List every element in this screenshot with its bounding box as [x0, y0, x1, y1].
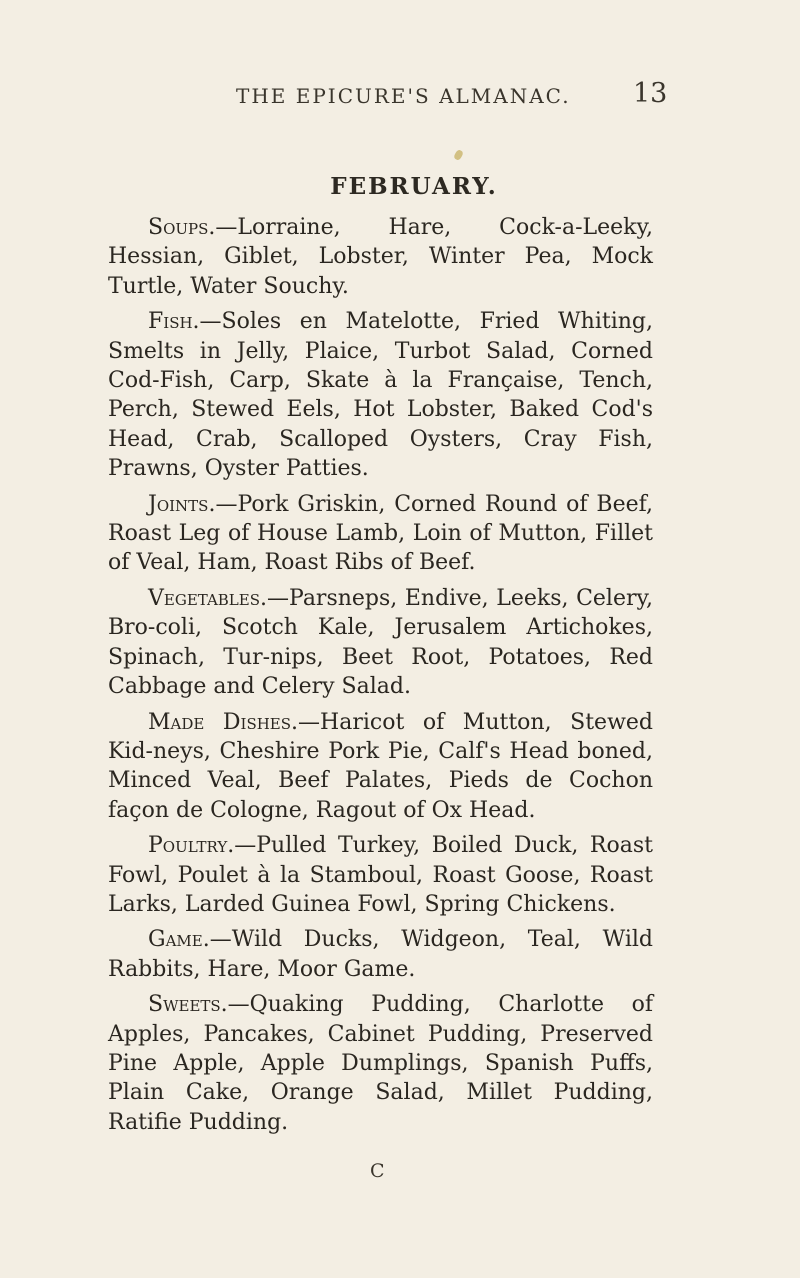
running-head: [0, 78, 800, 114]
section-vegetables: [108, 584, 653, 702]
category-items: —Lorraine, Hare, Cock-a-Leeky, Hessian, Giblet, Lobster, Winter Pea, Mock Turtle, Water Souchy.: [108, 215, 653, 299]
ink-speck: [453, 149, 464, 161]
section-fish: [108, 307, 653, 483]
category-items: —Pulled Turkey, Boiled Duck, Roast Fowl, Poulet à la Stamboul, Roast Goose, Roast Larks, Larded Guinea Fowl, Spring Chickens.: [108, 833, 653, 917]
category-items: —Wild Ducks, Widgeon, Teal, Wild Rabbits, Hare, Moor Game.: [108, 927, 653, 982]
category-label: Poultry.: [148, 833, 235, 859]
category-items: —Quaking Pudding, Charlotte of Apples, Pancakes, Cabinet Pudding, Preserved Pine Apple, Apple Dumplings, Spanish Puffs, Plain Cake, Orange Salad, Millet Pudding, Ratifie Pudding.: [108, 992, 653, 1135]
month-title: FEBRUARY.: [330, 173, 498, 200]
category-items: —Haricot of Mutton, Stewed Kid-neys, Cheshire Pork Pie, Calf's Head boned, Minced Veal, Beef Palates, Pieds de Cochon façon de Cologne, Ragout of Ox Head.: [108, 709, 653, 823]
category-label: Sweets.: [148, 992, 228, 1018]
signature-mark: C: [370, 1160, 385, 1182]
month-heading: [0, 173, 800, 200]
section-game: [108, 925, 653, 984]
section-soups: [108, 213, 653, 301]
category-items: —Soles en Matelotte, Fried Whiting, Smelts in Jelly, Plaice, Turbot Salad, Corned Cod-Fish, Carp, Skate à la Française, Tench, Perch, Stewed Eels, Hot Lobster, Baked Cod's Head, Crab, Scalloped Oysters, Cray Fish, Prawns, Oyster Patties.: [108, 309, 653, 482]
category-label: Joints.: [148, 491, 216, 517]
running-title: THE EPICURE'S ALMANAC.: [236, 84, 571, 108]
page-number: 13: [633, 78, 668, 109]
category-label: Vegetables.: [148, 585, 267, 611]
section-made-dishes: [108, 708, 653, 826]
category-label: Game.: [148, 927, 210, 953]
section-sweets: [108, 990, 653, 1137]
category-label: Soups.: [148, 215, 216, 240]
category-items: —Parsneps, Endive, Leeks, Celery, Bro-coli, Scotch Kale, Jerusalem Artichokes, Spinach, Tur-nips, Beet Root, Potatoes, Red Cabbage and Celery Salad.: [108, 585, 653, 700]
category-items: —Pork Griskin, Corned Round of Beef, Roast Leg of House Lamb, Loin of Mutton, Fillet of Veal, Ham, Roast Ribs of Beef.: [108, 491, 653, 576]
category-label: Made Dishes.: [148, 709, 299, 735]
section-poultry: [108, 831, 653, 919]
section-joints: [108, 490, 653, 578]
category-label: Fish.: [148, 309, 200, 335]
menu-content: [108, 213, 653, 1143]
